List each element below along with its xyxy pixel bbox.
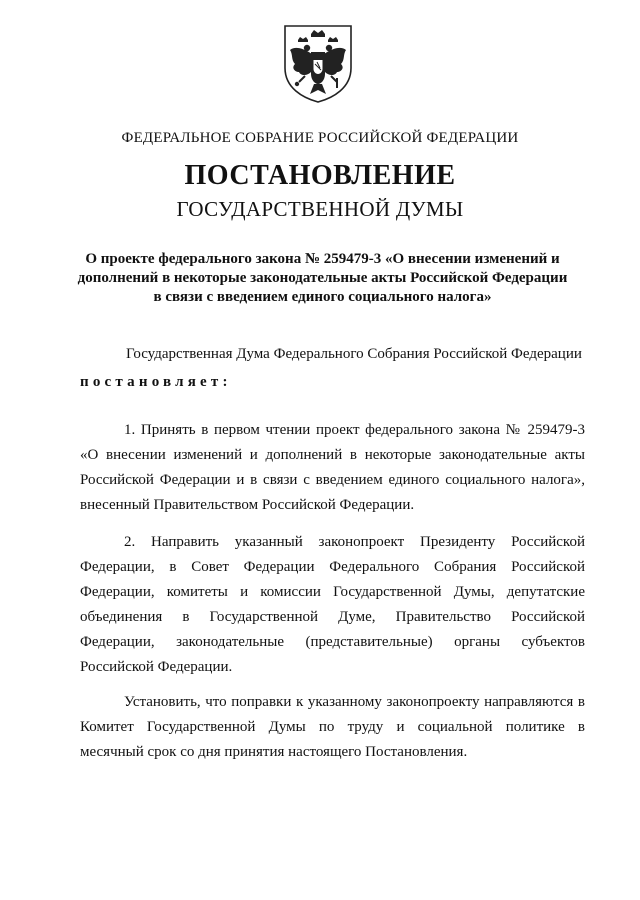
paragraph-line: внесенный Правительством Российской Федерации. bbox=[80, 497, 415, 513]
document-type-title: ПОСТАНОВЛЕНИЕ bbox=[184, 160, 456, 191]
paragraph-line: месячный срок со дня принятия настоящего Постановления. bbox=[80, 744, 468, 760]
paragraph-line: Федерации, законодательные (представительные) органы субъектов bbox=[80, 634, 585, 650]
paragraph-line: Комитет Государственной Думы по труду и социальной политике в bbox=[80, 719, 585, 735]
paragraph-3 bbox=[80, 690, 585, 765]
subject-line: в связи с введением единого социального налога» bbox=[153, 289, 492, 305]
organization-name: ФЕДЕРАЛЬНОЕ СОБРАНИЕ РОССИЙСКОЙ ФЕДЕРАЦИИ bbox=[121, 130, 519, 146]
paragraph-line: Установить, что поправки к указанному законопроекту направляются в bbox=[124, 694, 585, 710]
paragraph-line: 2. Направить указанный законопроект Президенту Российской bbox=[124, 534, 585, 550]
paragraph-line: объединения в Государственной Думе, Правительство Российской bbox=[80, 609, 585, 625]
decree-word: постановляет: bbox=[80, 374, 232, 390]
intro-text: Государственная Дума Федерального Собрания Российской Федерации bbox=[126, 346, 582, 362]
subject-line: О проекте федерального закона № 259479-3 «О внесении изменений и bbox=[85, 251, 560, 267]
document-subject bbox=[70, 250, 575, 307]
document-issuer-title: ГОСУДАРСТВЕННОЙ ДУМЫ bbox=[176, 197, 464, 221]
subject-line: дополнений в некоторые законодательные акты Российской Федерации bbox=[77, 270, 568, 286]
coat-of-arms-icon bbox=[281, 24, 355, 104]
paragraph-1 bbox=[80, 418, 585, 518]
paragraph-line: Российской Федерации. bbox=[80, 659, 233, 675]
paragraph-line: 1. Принять в первом чтении проект федерального закона № 259479-3 bbox=[124, 422, 585, 438]
paragraph-2 bbox=[80, 530, 585, 680]
paragraph-line: Федерации, в Совет Федерации Федерального Собрания Российской bbox=[80, 559, 585, 575]
paragraph-line: Российской Федерации и в связи с введением единого социального налога», bbox=[80, 472, 585, 488]
paragraph-line: «О внесении изменений и дополнений в некоторые законодательные акты bbox=[80, 447, 585, 463]
paragraph-line: Федерации, комитеты и комиссии Государственной Думы, депутатские bbox=[80, 584, 585, 600]
